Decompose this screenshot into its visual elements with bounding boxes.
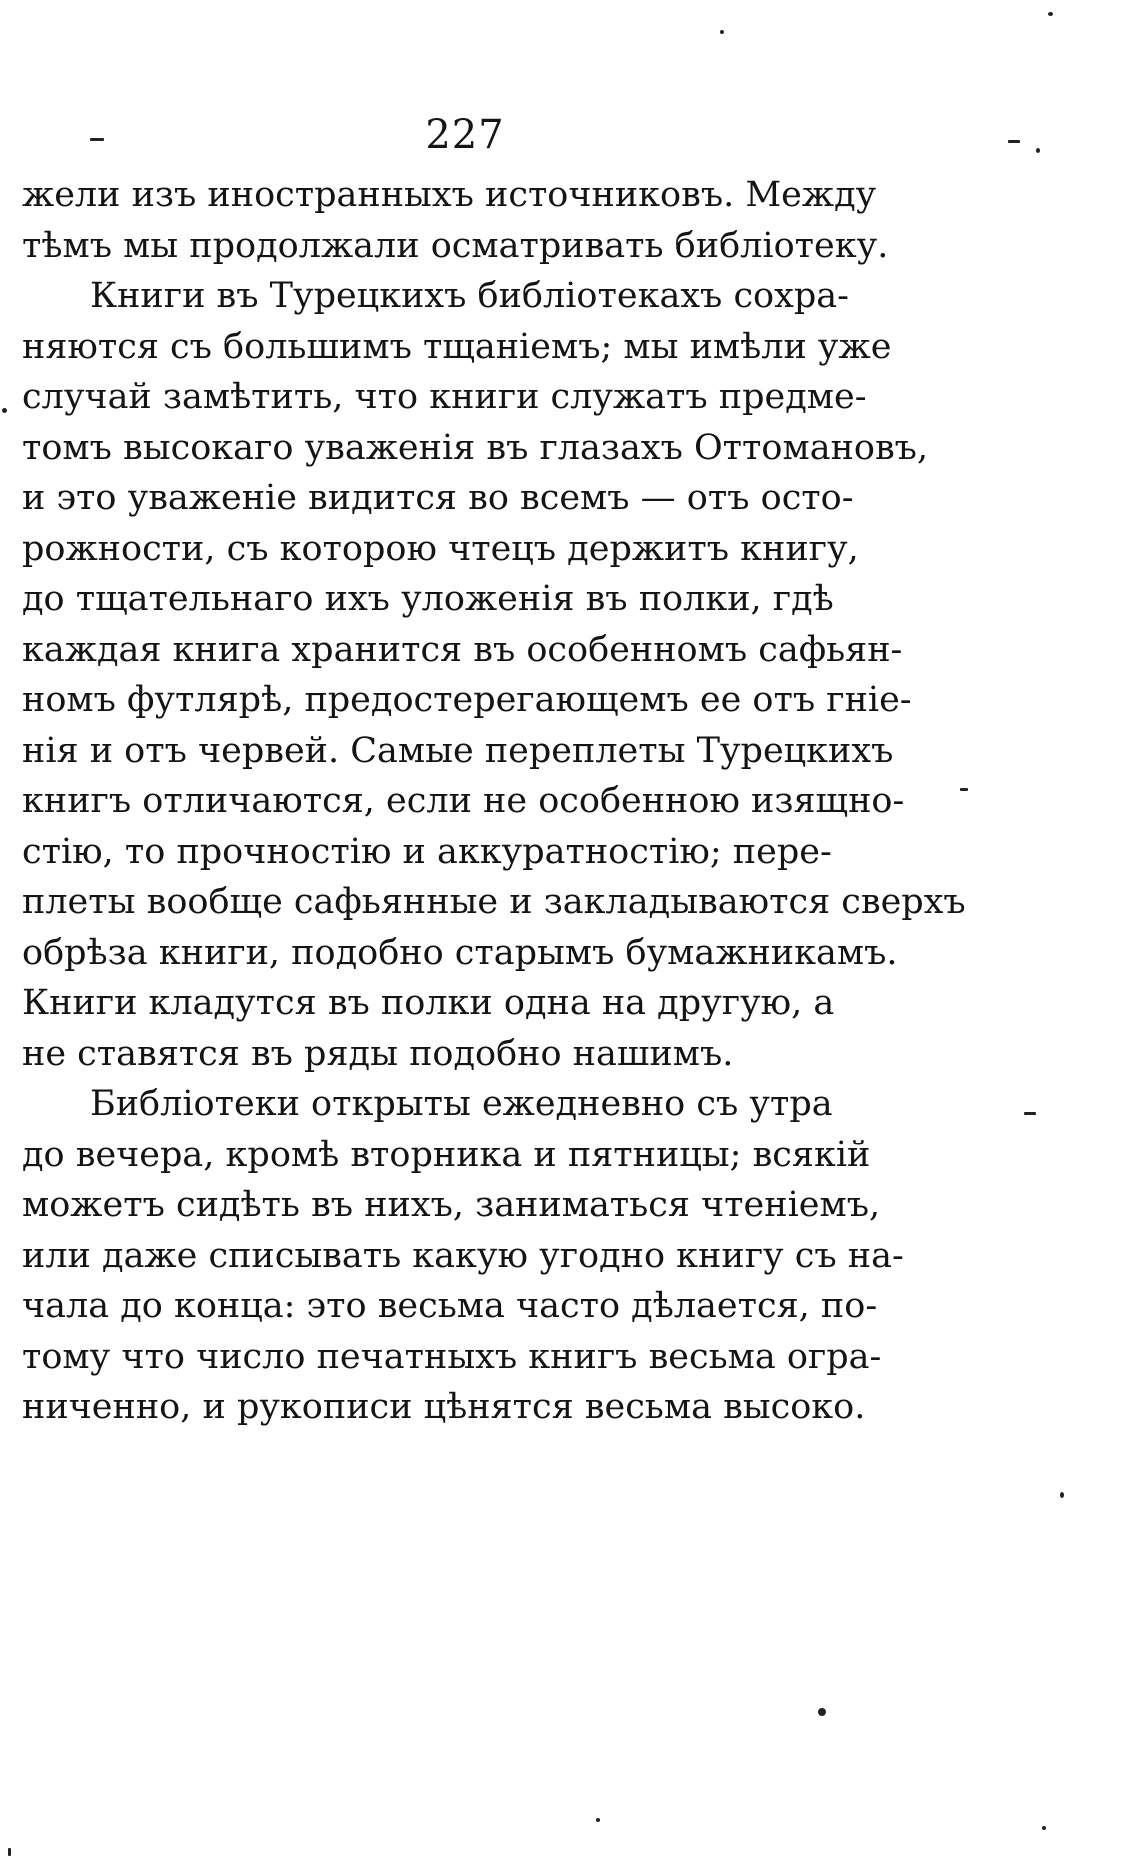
paragraph (22, 1079, 904, 1433)
text-line: или даже списывать какую угодно книгу съ на- (22, 1235, 904, 1276)
print-speck (960, 788, 968, 791)
text-line: каждая книга хранится въ особенномъ сафьян- (22, 629, 903, 670)
text-line: стію, то прочностію и аккуратностію; пере- (22, 831, 832, 872)
print-speck (1048, 12, 1053, 16)
text-line: не ставятся въ ряды подобно нашимъ. (22, 1033, 734, 1074)
print-speck (2, 408, 7, 413)
text-line: тому что число печатныхъ книгъ весьма огра- (22, 1336, 882, 1377)
text-line: нія и отъ червей. Самые переплеты Турецкихъ (22, 730, 894, 771)
print-speck (1008, 140, 1020, 143)
text-line: до тщательнаго ихъ уложенія въ полки, гдѣ (22, 579, 834, 619)
page-number: 227 (425, 112, 505, 158)
print-speck (90, 138, 104, 141)
text-line: можетъ сидѣть въ нихъ, заниматься чтеніемъ, (22, 1185, 881, 1225)
print-speck (720, 30, 724, 34)
text-line: рожности, съ которою чтецъ держитъ книгу, (22, 528, 859, 569)
print-speck (596, 1818, 600, 1822)
text-line: жели изъ иностранныхъ источниковъ. Между (22, 175, 877, 215)
text-line: томъ высокаго уваженія въ глазахъ Оттомановъ, (22, 427, 929, 468)
text-line: обрѣза книги, подобно старымъ бумажникамъ. (22, 932, 898, 973)
print-speck (8, 1848, 11, 1856)
text-line: и это уваженіе видится во всемъ — отъ осто- (22, 478, 854, 518)
print-speck (1042, 1826, 1046, 1830)
print-speck (1060, 1492, 1064, 1498)
text-line: до вечера, кромѣ вторника и пятницы; всякій (22, 1134, 871, 1175)
text-line: тѣмъ мы продолжали осматривать библіотеку. (22, 225, 889, 266)
text-line: номъ футлярѣ, предостерегающемъ ее отъ гніе- (22, 680, 912, 720)
text-line: чала до конца: это весьма часто дѣлается, по- (22, 1286, 878, 1326)
print-speck (818, 1708, 826, 1716)
text-line: няются съ большимъ тщаніемъ; мы имѣли уже (22, 326, 892, 367)
text-line: плеты вообще сафьянные и закладываются сверхъ (22, 882, 966, 922)
paragraph (22, 271, 966, 1079)
text-line: ниченно, и рукописи цѣнятся весьма высоко. (22, 1387, 866, 1427)
print-speck (1036, 148, 1040, 153)
text-line: случай замѣтить, что книги служатъ предме- (22, 377, 867, 417)
text-line: Книги кладутся въ полки одна на другую, а (22, 983, 835, 1023)
text-line: книгъ отличаются, если не особенною изящно- (22, 781, 905, 821)
body-text (22, 170, 966, 1433)
text-line: Книги въ Турецкихъ библіотекахъ сохра- (90, 276, 849, 316)
paragraph (22, 170, 889, 271)
text-line: Библіотеки открыты ежедневно съ утра (90, 1084, 833, 1124)
print-speck (1024, 1112, 1036, 1115)
